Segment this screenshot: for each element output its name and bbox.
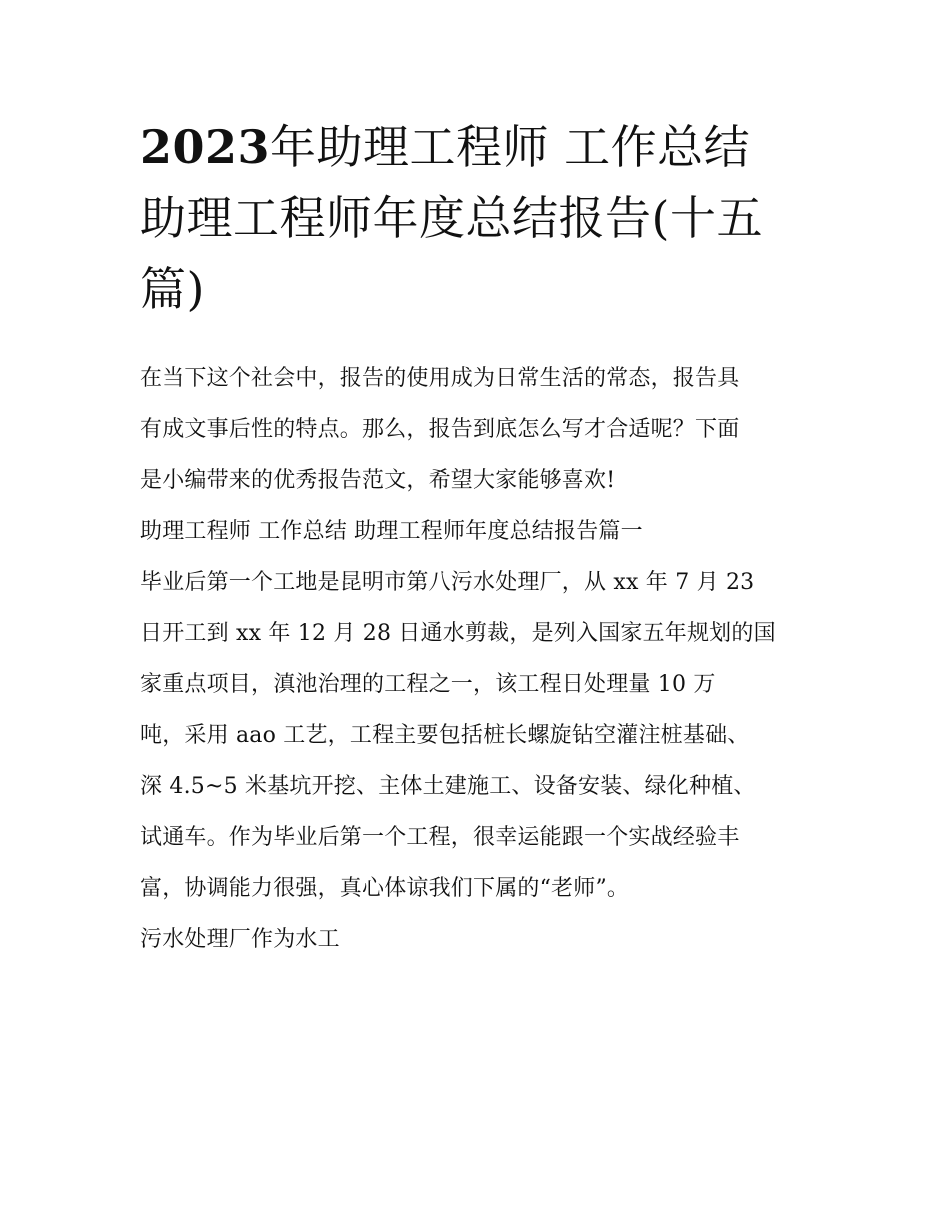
section-heading: 助理工程师 工作总结 助理工程师年度总结报告篇一 [140,519,643,544]
document-body [140,353,820,965]
text-line: 在当下这个社会中，报告的使用成为日常生活的常态，报告具 [140,366,740,391]
text-line: 深 4.5~5 米基坑开挖、主体土建施工、设备安装、绿化种植、 [140,774,756,799]
text-line: 是小编带来的优秀报告范文，希望大家能够喜欢! [140,468,616,493]
text-line: 毕业后第一个工地是昆明市第八污水处理厂，从 xx 年 7 月 23 [140,570,755,595]
text-line: 污水处理厂作为水工 [140,927,340,952]
text-line: 有成文事后性的特点。那么，报告到底怎么写才合适呢？下面 [140,417,740,442]
title-year: 2023 [140,120,271,174]
title-line-1-text: 年助理工程师 工作总结 [270,120,751,174]
title-line-3: 篇) [140,262,205,316]
text-line: 日开工到 xx 年 12 月 28 日通水剪裁，是列入国家五年规划的国 [140,621,776,646]
text-line: 试通车。作为毕业后第一个工程，很幸运能跟一个实战经验丰 [140,825,740,850]
text-line: 吨，采用 aao 工艺，工程主要包括桩长螺旋钻空灌注桩基础、 [140,723,750,748]
text-line: 富，协调能力很强，真心体谅我们下属的“老师”。 [140,876,630,901]
text-line: 家重点项目，滇池治理的工程之一，该工程日处理量 10 万 [140,672,716,697]
title-line-2: 助理工程师年度总结报告(十五 [140,191,763,245]
title-line-1 [140,120,750,174]
document-title [140,112,820,325]
